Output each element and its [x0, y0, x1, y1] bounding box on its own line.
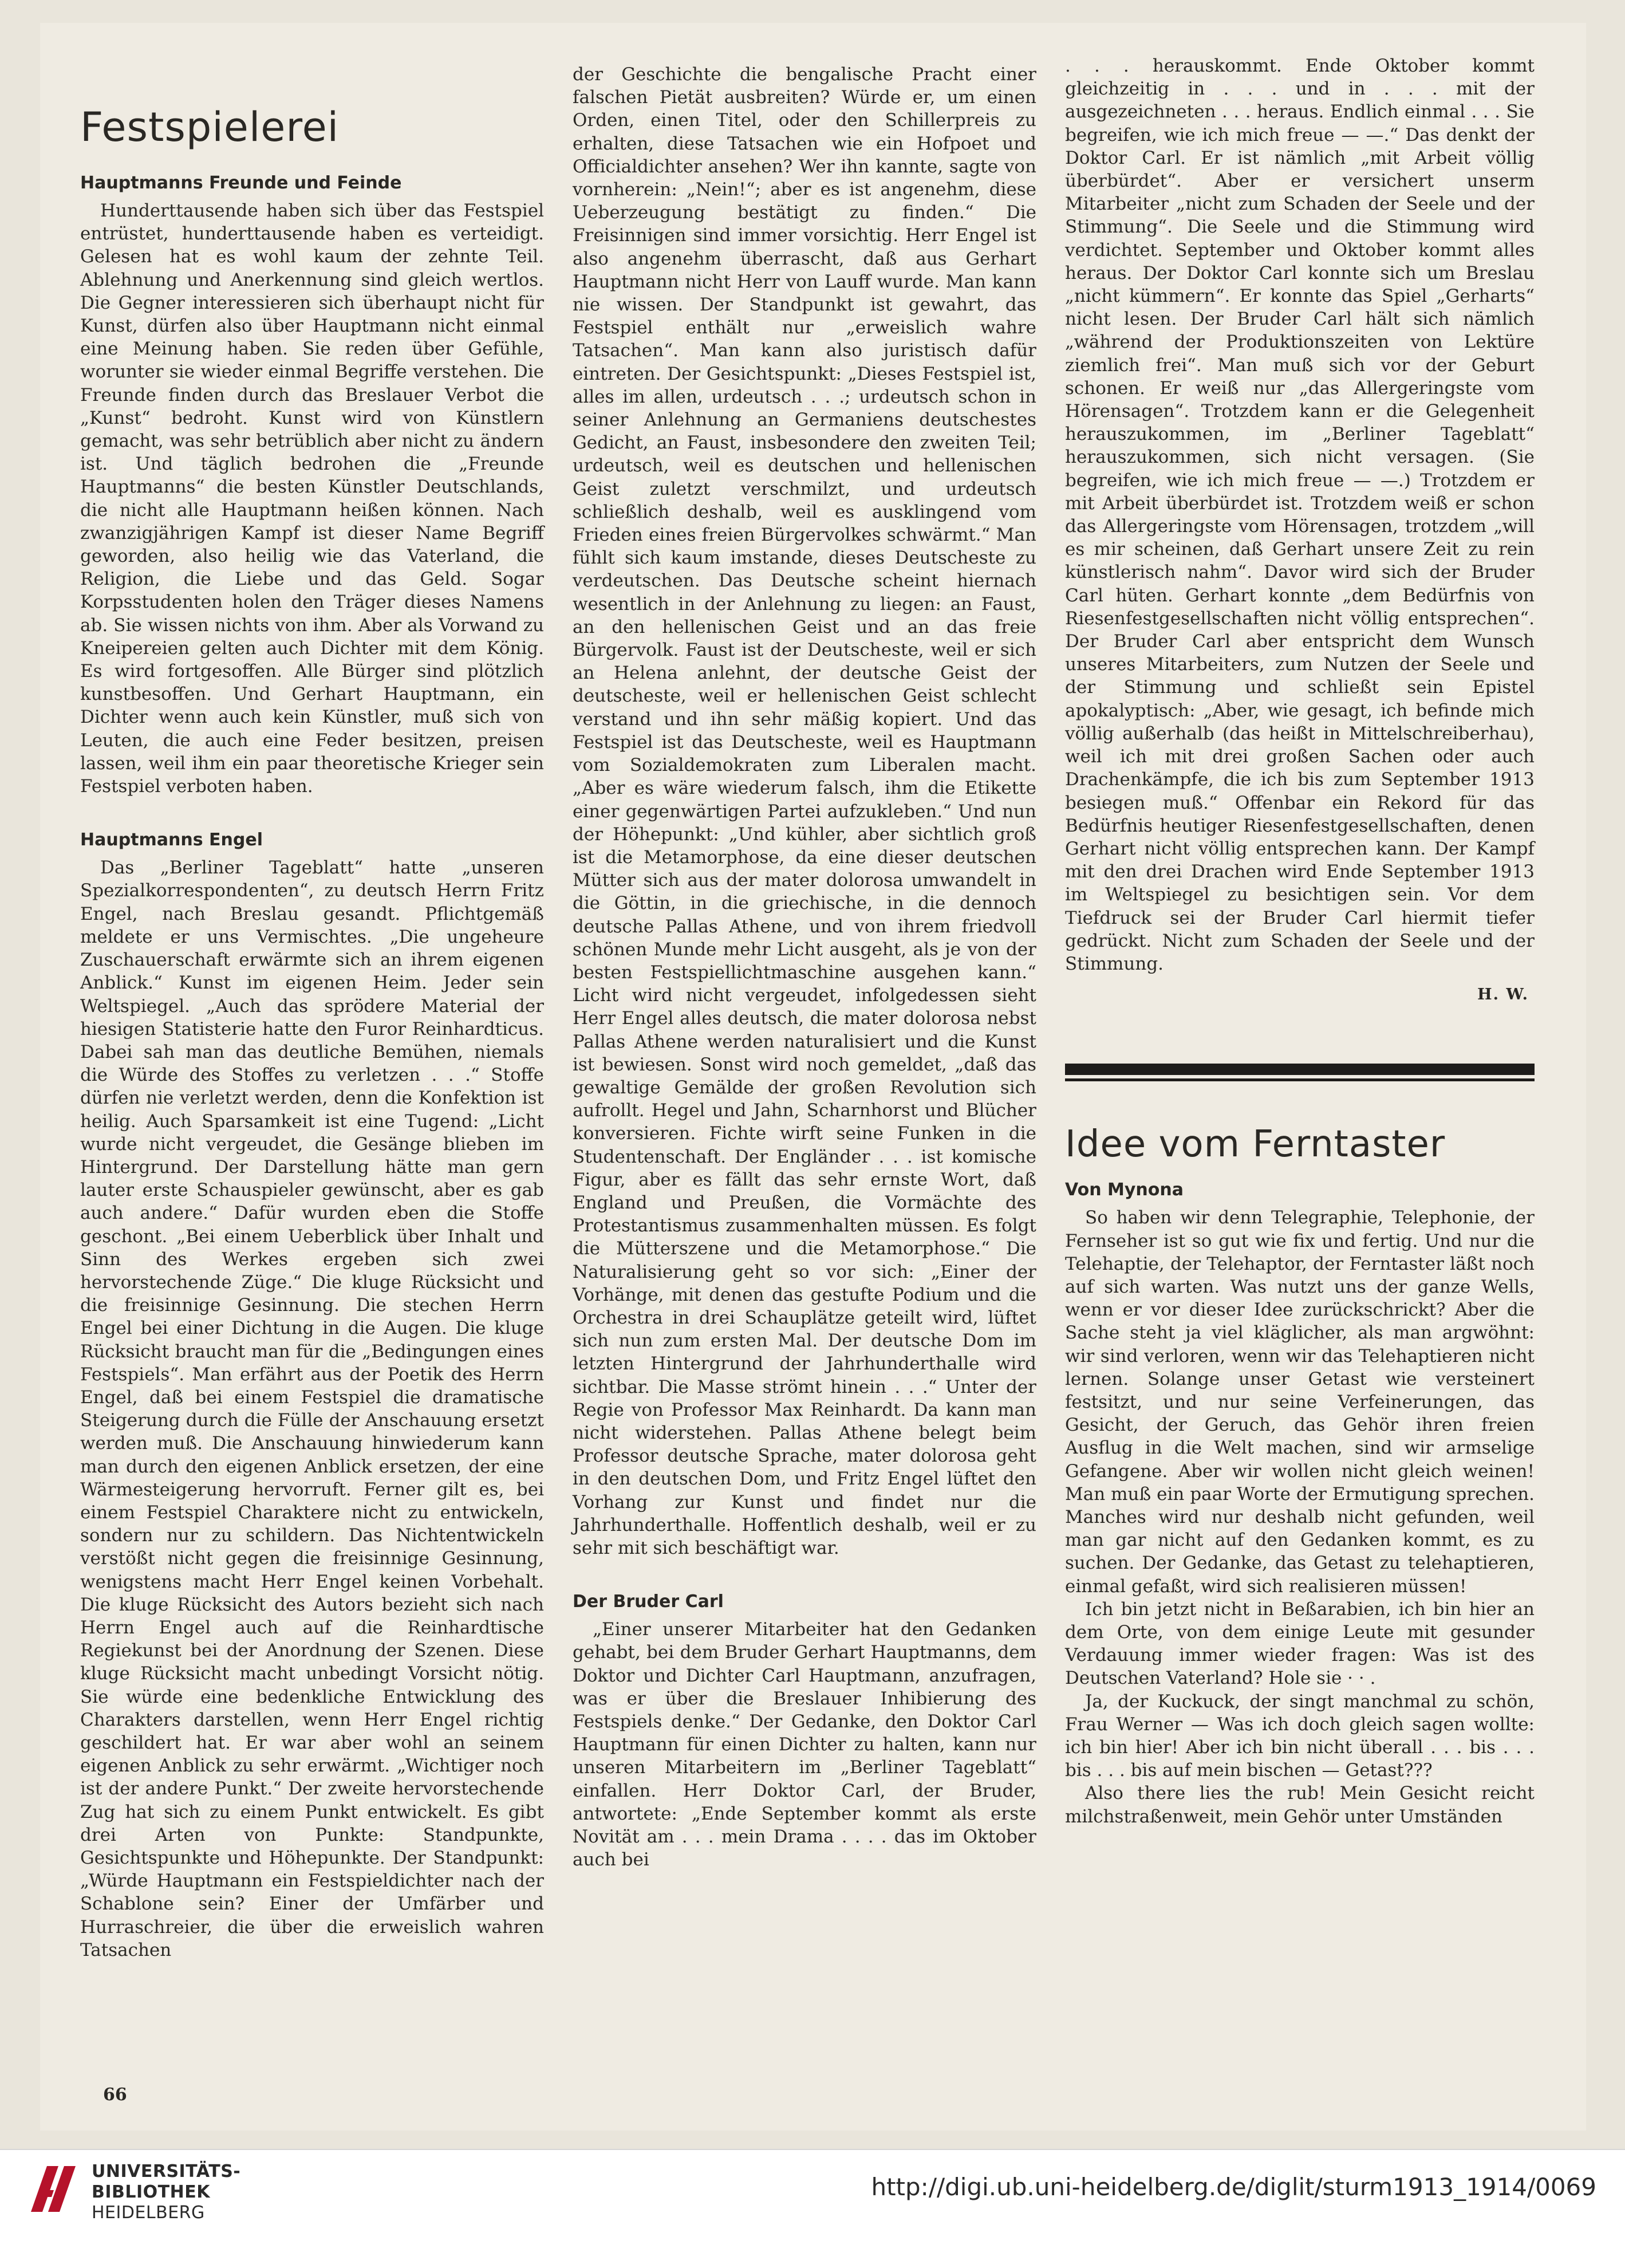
article-title-ferntaster: Idee vom Ferntaster	[1065, 1123, 1446, 1166]
paragraph: Ja, der Kuckuck, der singt manchmal zu schön, Frau Werner — Was ich doch gleich sagen wollte: ich bin hier! Aber ich bin nicht überall . . . bis . . . bis . . . bis auf mein bischen — Getast???	[1065, 1691, 1535, 1781]
section-heading-freunde: Hauptmanns Freunde und Feinde	[80, 173, 402, 193]
paragraph: Ich bin jetzt nicht in Beßarabien, ich bin hier an dem Orte, von dem einige Leute mit gesunder Verdauung immer wieder fragen: Was ist des Deutschen Vaterland? Hole sie · · .	[1065, 1598, 1535, 1689]
signature: H. W.	[1477, 986, 1529, 1004]
column-middle	[573, 63, 1036, 1871]
paragraph: So haben wir denn Telegraphie, Telephonie, der Fernseher ist so gut wie fix und fertig. Und nur die Telehaptie, der Telehaptor, der Ferntaster läßt noch auf sich warten. Was nutzt uns der ganze Wells, wenn er vor dieser Idee zurückschrickt? Aber die Sache steht ja viel kläglicher, als man argwöhnt: wir sind verloren, wenn wir das Telehaptieren nicht lernen. Solange unser Getast wie versteinert festsitzt, und nur seine Verfeinerungen, das Gesicht, der Geruch, das Gehör ihren freien Ausflug in die Welt machen, sind wir armselige Gefangene. Aber wir wollen nicht gleich weinen! Man muß ein paar Worte der Ermutigung sprechen. Manches wird nur deshalb nicht gefunden, weil man gar nicht auf den Gedanken kommt, es zu suchen. Der Gedanke, das Getast zu telehaptieren, einmal gefaßt, wird sich realisieren müssen!	[1065, 1207, 1535, 1597]
paragraph: der Geschichte die bengalische Pracht einer falschen Pietät ausbreiten? Würde er, um einen Orden, einen Titel, oder den Schillerpreis zu erhalten, diese Tatsachen wie ein Hofpoet und Officialdichter ansehen? Wer ihn kannte, sagte von vornherein: „Nein!“; aber es ist angenehm, diese Ueberzeugung bestätigt zu finden.“ Die Freisinnigen sind immer vorsichtig. Herr Engel ist also angenehm überrascht, daß aus Gerhart Hauptmann nicht Herr von Lauff wurde. Man kann nie wissen. Der Standpunkt ist gewahrt, das Festspiel enthält nur „erweislich wahre Tatsachen“. Man kann also juristisch dafür eintreten. Der Gesichtspunkt: „Dieses Festspiel ist, alles im allen, urdeutsch . . .; urdeutsch schon in seiner Anlehnung an Germaniens deutschestes Gedicht, an Faust, insbesondere den zweiten Teil; urdeutsch, weil es deutschen und hellenischen Geist zuletzt verschmilzt, und urdeutsch schließlich deshalb, weil es ausklingend vom Frieden eines freien Bürgervolkes schwärmt.“ Man fühlt sich kaum imstande, dieses Deutscheste zu verdeutschen. Das Deutsche scheint hiernach wesentlich in der Anlehnung zu liegen: an Faust, an den hellenischen Geist und an das freie Bürgervolk. Faust ist der Deutscheste, weil er sich an Helena anlehnt, der deutsche Geist der deutscheste, weil er hellenischen Geist schlecht verstand und ihn sehr mäßig kopiert. Und das Festspiel ist das Deutscheste, weil es Hauptmann vom Sozialdemokraten zum Liberalen macht. „Aber es wäre wiederum falsch, ihm die Etikette einer gegenwärtigen Partei aufzukleben.“ Und nun der Höhepunkt: „Und kühler, aber sichtlich groß ist die Metamorphose, da eine dieser deutschen Mütter sich aus der mater dolorosa umwandelt in die Göttin, in die griechische, in die dennoch deutsche Pallas Athene, und von ihrem friedvoll schönen Munde mehr Licht ausgeht, als je von der besten Festspiellichtmaschine ausgehen kann.“ Licht wird nicht vergeudet, infolgedessen sieht Herr Engel alles deutsch, die mater dolorosa nebst Pallas Athene werden naturalisiert und die Kunst ist bewiesen. Sonst wird noch gemeldet, „daß das gewaltige Gemälde der großen Revolution sich aufrollt. Hegel und Jahn, Scharnhorst und Blücher konversieren. Fichte wirft seine Funken in die Studentenschaft. Der Engländer . . . ist komische Figur, aber es fällt das sehr ernste Wort, daß England und Preußen, die Vormächte des Protestantismus zusammenhalten müssen. Es folgt die Mütterszene und die Metamorphose.“ Die Naturalisierung geht so vor sich: „Einer der Vorhänge, mit denen das gestufte Podium und die Orchestra in drei Schauplätze geteilt wird, lüftet sich nun zum ersten Mal. Der deutsche Dom im letzten Hintergrund der Jahrhunderthalle wird sichtbar. Die Masse strömt hinein . . .“ Unter der Regie von Professor Max Reinhardt. Da kann man nicht widerstehen. Pallas Athene belegt beim Professor deutsche Sprache, mater dolorosa geht in den deutschen Dom, und Fritz Engel lüftet den Vorhang zur Kunst und findet nur die Jahrhunderthalle. Hoffentlich deshalb, weil er zu sehr mit sich beschäftigt war.	[573, 64, 1036, 1558]
source-url-link[interactable]: http://digi.ub.uni-heidelberg.de/diglit/sturm1913_1914/0069	[871, 2173, 1596, 2201]
paragraph: „Einer unserer Mitarbeiter hat den Gedanken gehabt, bei dem Bruder Gerhart Hauptmanns, dem Doktor und Dichter Carl Hauptmann, anzufragen, was er über die Breslauer Inhibierung des Festspiels denke.“ Der Gedanke, den Doktor Carl Hauptmann für einen Dichter zu halten, kann nur unseren Mitarbeitern im „Berliner Tageblatt“ einfallen. Herr Doktor Carl, der Bruder, antwortete: „Ende September kommt als erste Novität am . . . mein Drama . . . . das im Oktober auch bei	[573, 1619, 1036, 1871]
page-number: 66	[103, 2085, 127, 2105]
digitization-footer	[0, 2149, 1625, 2268]
newspaper-page	[40, 23, 1586, 2131]
paragraph: Hunderttausende haben sich über das Festspiel entrüstet, hunderttausende haben es verteidigt. Gelesen hat es wohl kaum der zehnte Teil. Ablehnung und Anerkennung sind gleich wertlos. Die Gegner interessieren sich überhaupt nicht für Kunst, dürfen also über Hauptmann nicht einmal eine Meinung haben. Sie reden über Gefühle, worunter sie wieder einmal Begriffe verstehen. Die Freunde finden durch das Breslauer Verbot die „Kunst“ bedroht. Kunst wird von Künstlern gemacht, was sehr betrüblich aber nicht zu ändern ist. Und täglich bedrohen die „Freunde Hauptmanns“ die besten Künstler Deutschlands, die nicht alle Hauptmann heißen können. Nach zwanzigjährigen Kampf ist dieser Name Begriff geworden, also heilig wie das Vaterland, die Religion, die Liebe und das Geld. Sogar Korpsstudenten holen den Träger dieses Namens ab. Sie wissen nichts von ihm. Aber als Vorwand zu Kneipereien gelten auch Dichter mit dem König. Es wird fortgesoffen. Alle Bürger sind plötzlich kunstbesoffen. Und Gerhart Hauptmann, ein Dichter wenn auch kein Künstler, muß sich von Leuten, die auch eine Feder besitzen, preisen lassen, weil ihm ein paar theoretische Krieger sein Festspiel verboten haben.	[80, 200, 544, 797]
author-byline: Von Mynona	[1065, 1180, 1184, 1200]
library-name-line2: BIBLIOTHEK	[92, 2182, 210, 2202]
section-heading-bruder-carl: Der Bruder Carl	[573, 1592, 724, 1612]
article-title-festspielerei: Festspielerei	[80, 104, 340, 151]
paragraph: . . . herauskommt. Ende Oktober kommt gleichzeitig in . . . und in . . . mit der ausgezeichneten . . . heraus. Endlich einmal . . . Sie begreifen, wie ich mich freue — —.“ Das denkt der Doktor Carl. Er ist nämlich „mit Arbeit völlig überbürdet“. Aber er versichert unserm Mitarbeiter „nicht zum Schaden der Seele und der Stimmung“. Die Seele und die Stimmung wird verdichtet. September und Oktober kommt alles heraus. Der Doktor Carl konnte sich um Breslau „nicht kümmern“. Er konnte das Spiel „Gerharts“ nicht lesen. Der Bruder Carl hält sich nämlich „während der Produktionszeiten von Lektüre ziemlich frei“. Man muß sich vor der Geburt schonen. Er weiß nur „das Allergeringste vom Hörensagen“. Trotzdem kann er die Gelegenheit herauszukommen, im „Berliner Tageblatt“ herauszukommen, sich nicht versagen. (Sie begreifen, wie ich mich freue — —.) Trotzdem er mit Arbeit überbürdet ist. Trotzdem weiß er schon das Allergeringste vom Hörensagen, trotzdem „will es mir scheinen, daß Gerhart unsere Zeit zu rein künstlerisch nahm“. Davor wird sich der Bruder Carl hüten. Gerhart konnte „dem Bedürfnis von Riesenfestgesellschaften nicht völlig entsprechen“. Der Bruder Carl aber entspricht dem Wunsch unseres Mitarbeiters, zum Nutzen der Seele und der Stimmung und schließt sein Epistel apokalyptisch: „Aber, wie gesagt, ich befinde mich völlig außerhalb (das heißt in Mittelschreiberhau), weil ich mit drei großen Sachen oder auch Drachenkämpfe, die ich bis zum September 1913 besiegen muß.“ Offenbar ein Rekord für das Bedürfnis heutiger Riesenfestgesellschaften, denen Gerhart nicht völlig entsprechen kann. Der Kampf mit den drei Drachen wird Ende September 1913 im Weltspiegel zu besichtigen sein. Vor dem Tiefdruck sei der Bruder Carl hiermit tiefer gedrückt. Nicht zum Schaden der Seele und der Stimmung.	[1065, 56, 1535, 974]
column-right	[1065, 54, 1535, 1828]
divider-thick	[1065, 1064, 1535, 1075]
divider-thin	[1065, 1078, 1535, 1081]
paragraph: Also there lies the rub! Mein Gesicht reicht milchstraßenweit, mein Gehör unter Umständen	[1065, 1783, 1535, 1827]
library-name-line1: UNIVERSITÄTS-	[92, 2161, 241, 2182]
paragraph: Das „Berliner Tageblatt“ hatte „unseren Spezialkorrespondenten“, zu deutsch Herrn Fritz Engel, nach Breslau gesandt. Pflichtgemäß meldete er uns Vermischtes. „Die ungeheure Zuschauerschaft erwärmte sich an ihrem eigenen Anblick.“ Kunst im eigenen Heim. Jeder sein Weltspiegel. „Auch das sprödere Material der hiesigen Statisterie hatte den Furor Reinhardticus. Dabei sah man das deutliche Bemühen, niemals die Würde des Stoffes zu verletzen . . .“ Stoffe dürfen nie verletzt werden, denn die Konfektion ist heilig. Auch Sparsamkeit ist eine Tugend: „Licht wurde nicht vergeudet, die Gesänge blieben im Hintergrund. Der Darstellung hätte man gern lauter erste Schauspieler gewünscht, aber es gab auch andere.“ Dafür wurden eben die Stoffe geschont. „Bei einem Ueberblick über Inhalt und Sinn des Werkes ergeben sich zwei hervorstechende Züge.“ Die kluge Rücksicht und die freisinnige Gesinnung. Die stechen Herrn Engel bei einer Dichtung in die Augen. Die kluge Rücksicht braucht man für die „Bedingungen eines Festspiels“. Man erfährt aus der Poetik des Herrn Engel, daß bei einem Festspiel die dramatische Steigerung durch die Fülle der Anschauung ersetzt werden muß. Die Anschauung hinwiederum kann man durch den eigenen Anblick ersetzen, der eine Wärmesteigerung hervorruft. Ferner gilt es, bei einem Festspiel Charaktere nicht zu entwickeln, sondern nur zu schildern. Das Nichtentwickeln verstößt nicht gegen die freisinnige Gesinnung, wenigstens macht Herr Engel keinen Vorbehalt. Die kluge Rücksicht des Autors bezieht sich nach Herrn Engel auch auf die Reinhardtische Regiekunst bei der Anordnung der Szenen. Diese kluge Rücksicht macht unbedingt Vorsicht nötig. Sie würde eine bedenkliche Entwicklung des Charakters darstellen, wenn Herr Engel richtig geschildert hat. Er war aber wohl an seinem eigenen Anblick zu sehr erwärmt. „Wichtiger noch ist der andere Punkt.“ Der zweite hervorstechende Zug hat sich zu einem Punkt entwickelt. Es gibt drei Arten von Punkte: Standpunkte, Gesichtspunkte und Höhepunkte. Der Standpunkt: „Würde Hauptmann ein Festspieldichter nach der Schablone sein? Einer der Umfärber und Hurraschreier, die über die erweislich wahren Tatsachen	[80, 857, 544, 1960]
column-left	[80, 63, 544, 1962]
library-logo-icon	[25, 2160, 80, 2218]
section-heading-engel: Hauptmanns Engel	[80, 830, 263, 850]
library-name-line3: HEIDELBERG	[92, 2203, 205, 2223]
